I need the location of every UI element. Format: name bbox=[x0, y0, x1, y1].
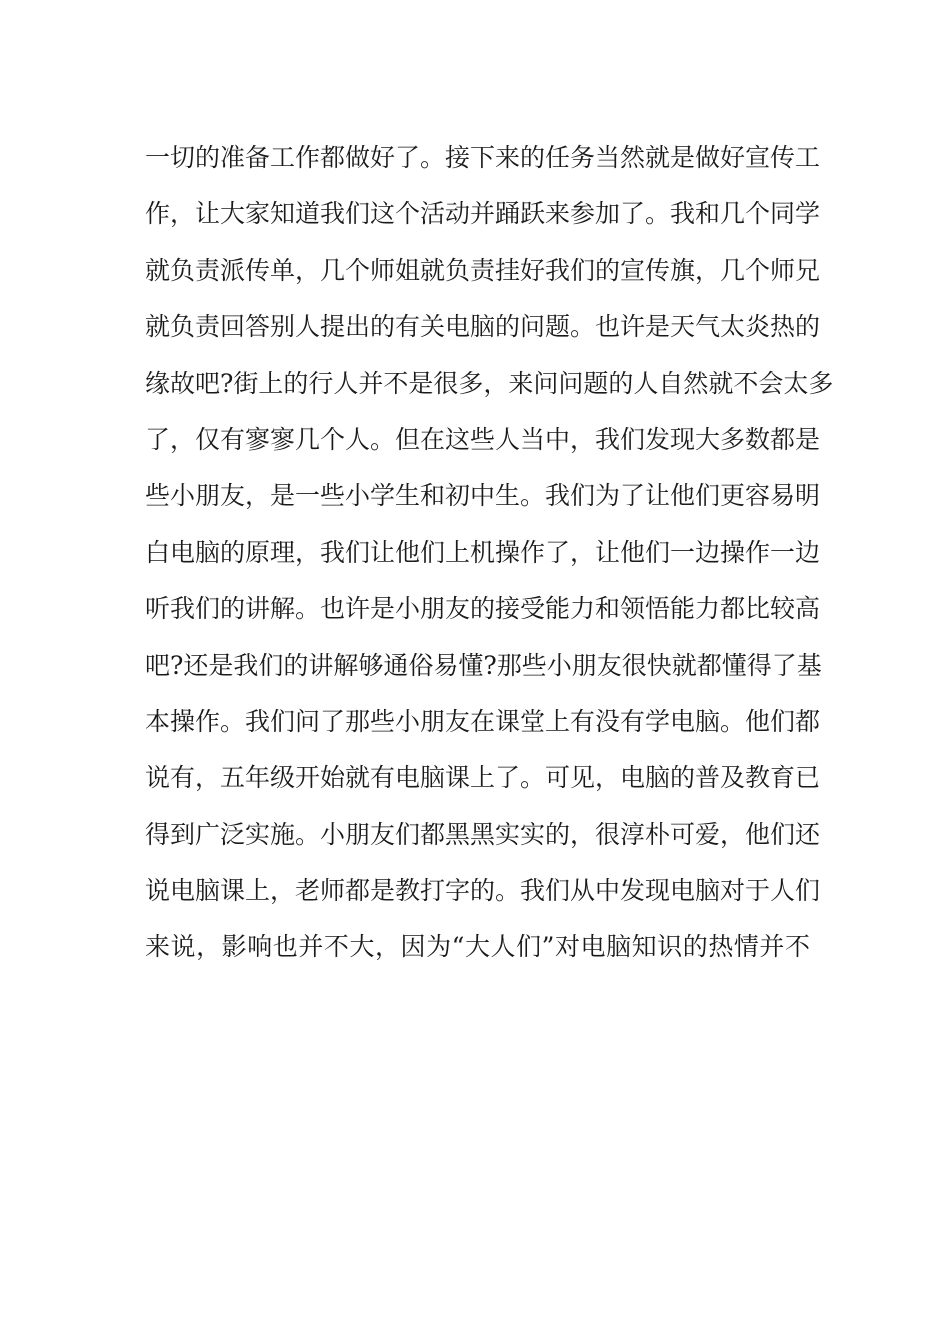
text-line: 来说，影响也并不大，因为“大人们”对电脑知识的热情并不 bbox=[145, 932, 810, 962]
text-line: 吧?还是我们的讲解够通俗易懂?那些小朋友很快就都懂得了基 bbox=[145, 650, 822, 680]
text-line: 些小朋友，是一些小学生和初中生。我们为了让他们更容易明 bbox=[145, 481, 821, 511]
text-line: 缘故吧?街上的行人并不是很多，来问问题的人自然就不会太多 bbox=[145, 368, 834, 398]
text-line: 白电脑的原理，我们让他们上机操作了，让他们一边操作一边 bbox=[145, 537, 821, 567]
text-line: 就负责回答别人提出的有关电脑的问题。也许是天气太炎热的 bbox=[145, 312, 821, 342]
text-line: 作，让大家知道我们这个活动并踊跃来参加了。我和几个同学 bbox=[145, 199, 821, 229]
text-line: 一切的准备工作都做好了。接下来的任务当然就是做好宣传工 bbox=[145, 143, 821, 172]
text-line: 本操作。我们问了那些小朋友在课堂上有没有学电脑。他们都 bbox=[145, 706, 821, 736]
text-line: 就负责派传单，几个师姐就负责挂好我们的宣传旗，几个师兄 bbox=[145, 255, 821, 285]
text-line: 说有，五年级开始就有电脑课上了。可见，电脑的普及教育已 bbox=[145, 763, 821, 793]
body-paragraph bbox=[145, 130, 834, 976]
text-line: 听我们的讲解。也许是小朋友的接受能力和领悟能力都比较高 bbox=[145, 594, 821, 624]
text-line: 说电脑课上，老师都是教打字的。我们从中发现电脑对于人们 bbox=[145, 876, 821, 906]
text-line: 了，仅有寥寥几个人。但在这些人当中，我们发现大多数都是 bbox=[145, 424, 821, 454]
text-line: 得到广泛实施。小朋友们都黑黑实实的，很淳朴可爱，他们还 bbox=[145, 819, 821, 849]
